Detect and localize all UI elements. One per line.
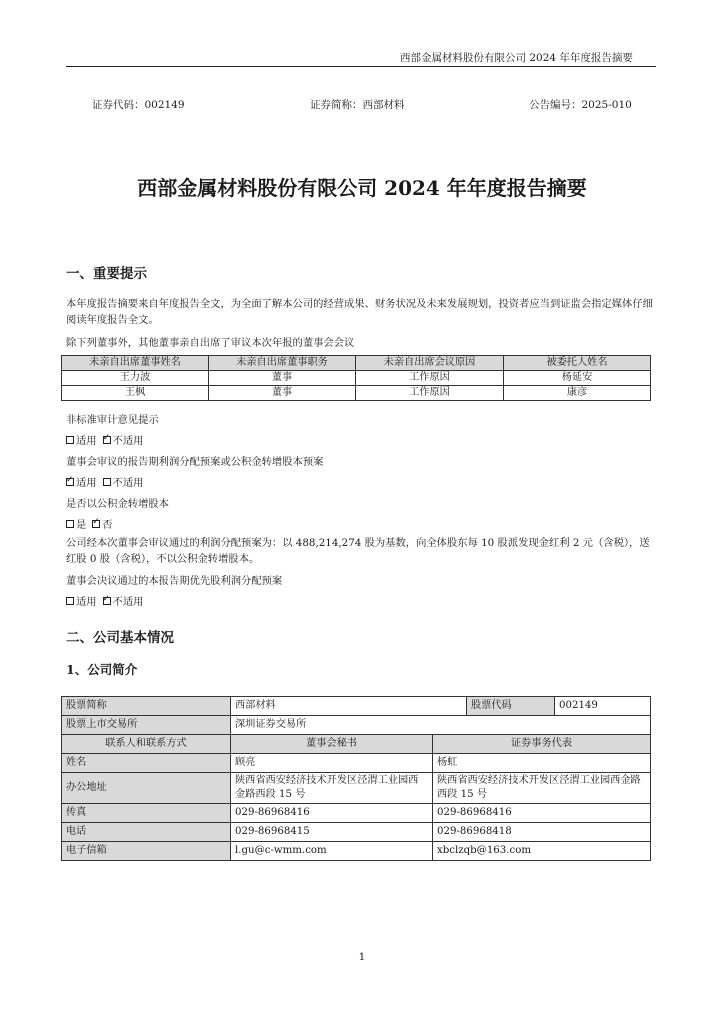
table-row xyxy=(62,823,651,842)
table-cell: 029-86968415 xyxy=(231,823,433,842)
table-label: 办公地址 xyxy=(62,773,231,804)
running-header: 西部金属材料股份有限公司 2024 年年度报告摘要 xyxy=(400,52,633,64)
company-profile-table xyxy=(61,696,651,861)
capital-reserve-options xyxy=(66,516,113,531)
security-code: 证券代码：002149 xyxy=(92,99,185,111)
table-label: 传真 xyxy=(62,804,231,823)
table-row xyxy=(62,804,651,823)
table-row xyxy=(62,773,651,804)
table-cell: 工作原因 xyxy=(356,371,504,386)
option-label: 适用 xyxy=(76,477,97,489)
column-header: 未亲自出席董事姓名 xyxy=(62,356,209,371)
option-label: 不适用 xyxy=(112,477,144,489)
option-label: 不适用 xyxy=(112,596,144,608)
option-label: 适用 xyxy=(76,596,97,608)
table-cell: 王枫 xyxy=(62,386,209,401)
table-cell: 029-86968416 xyxy=(433,804,651,823)
table-label: 姓名 xyxy=(62,754,231,773)
company-profile-heading: 1、公司简介 xyxy=(66,662,138,677)
table-cell: l.gu@c-wmm.com xyxy=(231,842,433,861)
checkbox-unchecked xyxy=(66,520,74,528)
checkbox-unchecked xyxy=(66,436,74,444)
column-header: 未亲自出席董事职务 xyxy=(209,356,356,371)
checkbox-checked xyxy=(103,436,111,444)
option-label: 适用 xyxy=(76,435,97,447)
table-cell: 深圳证券交易所 xyxy=(231,716,651,735)
table-label: 电话 xyxy=(62,823,231,842)
table-row xyxy=(62,716,651,735)
table-cell: 西部材料 xyxy=(231,697,467,716)
table-label: 联系人和联系方式 xyxy=(62,735,231,754)
section-2-heading: 二、公司基本情况 xyxy=(66,630,174,646)
table-label: 董事会秘书 xyxy=(231,735,433,754)
capital-reserve-label: 是否以公积金转增股本 xyxy=(66,498,169,510)
table-cell: 029-86968416 xyxy=(231,804,433,823)
table-cell: 康彦 xyxy=(504,386,651,401)
preferred-stock-label: 董事会决议通过的本报告期优先股利润分配预案 xyxy=(66,575,283,587)
table-cell: 陕西省西安经济技术开发区泾渭工业园西金路西段 15 号 xyxy=(433,773,651,804)
option-label: 不适用 xyxy=(112,435,144,447)
table-cell: 王力波 xyxy=(62,371,209,386)
header-rule xyxy=(66,66,656,67)
table-label: 电子信箱 xyxy=(62,842,231,861)
page-title: 西部金属材料股份有限公司 2024 年年度报告摘要 xyxy=(137,176,587,200)
table-cell: 顾亮 xyxy=(231,754,433,773)
table-cell: 杨虹 xyxy=(433,754,651,773)
absent-directors-intro: 除下列董事外，其他董事亲自出席了审议本次年报的董事会会议 xyxy=(66,337,355,349)
table-cell: 工作原因 xyxy=(356,386,504,401)
table-label: 证券事务代表 xyxy=(433,735,651,754)
page-number: 1 xyxy=(358,951,366,963)
column-header: 被委托人姓名 xyxy=(504,356,651,371)
intro-paragraph: 本年度报告摘要来自年度报告全文，为全面了解本公司的经营成果、财务状况及未来发展规划，投资者应当到证监会指定媒体仔细阅读年度报告全文。 xyxy=(66,298,653,326)
table-row xyxy=(62,842,651,861)
profit-distribution-label: 董事会审议的报告期利润分配预案或公积金转增股本预案 xyxy=(66,456,324,468)
checkbox-checked xyxy=(66,478,74,486)
absent-directors-table xyxy=(61,355,651,401)
audit-opinion-label: 非标准审计意见提示 xyxy=(66,414,159,426)
column-header: 未亲自出席会议原因 xyxy=(356,356,504,371)
checkbox-checked xyxy=(92,520,100,528)
checkbox-unchecked xyxy=(103,478,111,486)
checkbox-unchecked xyxy=(66,597,74,605)
table-cell: 杨延安 xyxy=(504,371,651,386)
table-cell: xbclzqb@163.com xyxy=(433,842,651,861)
audit-opinion-options xyxy=(66,432,143,447)
table-row xyxy=(62,697,651,716)
table-cell: 029-86968418 xyxy=(433,823,651,842)
option-label: 是 xyxy=(76,519,87,531)
table-cell: 陕西省西安经济技术开发区泾渭工业园西金路西段 15 号 xyxy=(231,773,433,804)
profit-plan-paragraph: 公司经本次董事会审议通过的利润分配预案为：以 488,214,274 股为基数，向全体股东每 10 股派发现金红利 2 元（含税），送红股 0 股（含税），不以公积金转增股本。 xyxy=(66,537,650,565)
preferred-stock-options xyxy=(66,593,143,608)
checkbox-checked xyxy=(103,597,111,605)
table-cell: 董事 xyxy=(209,386,356,401)
option-label: 否 xyxy=(102,519,113,531)
notice-number: 公告编号：2025-010 xyxy=(529,99,632,111)
table-row xyxy=(62,754,651,773)
table-label: 股票简称 xyxy=(62,697,231,716)
section-1-heading: 一、重要提示 xyxy=(66,266,147,282)
table-cell: 002149 xyxy=(555,697,651,716)
table-row xyxy=(62,386,651,401)
profit-distribution-options xyxy=(66,474,143,489)
table-label: 股票上市交易所 xyxy=(62,716,231,735)
table-label: 股票代码 xyxy=(467,697,555,716)
table-cell: 董事 xyxy=(209,371,356,386)
table-row xyxy=(62,735,651,754)
table-header-row xyxy=(62,356,651,371)
table-row xyxy=(62,371,651,386)
security-short-name: 证券简称：西部材料 xyxy=(310,99,405,111)
